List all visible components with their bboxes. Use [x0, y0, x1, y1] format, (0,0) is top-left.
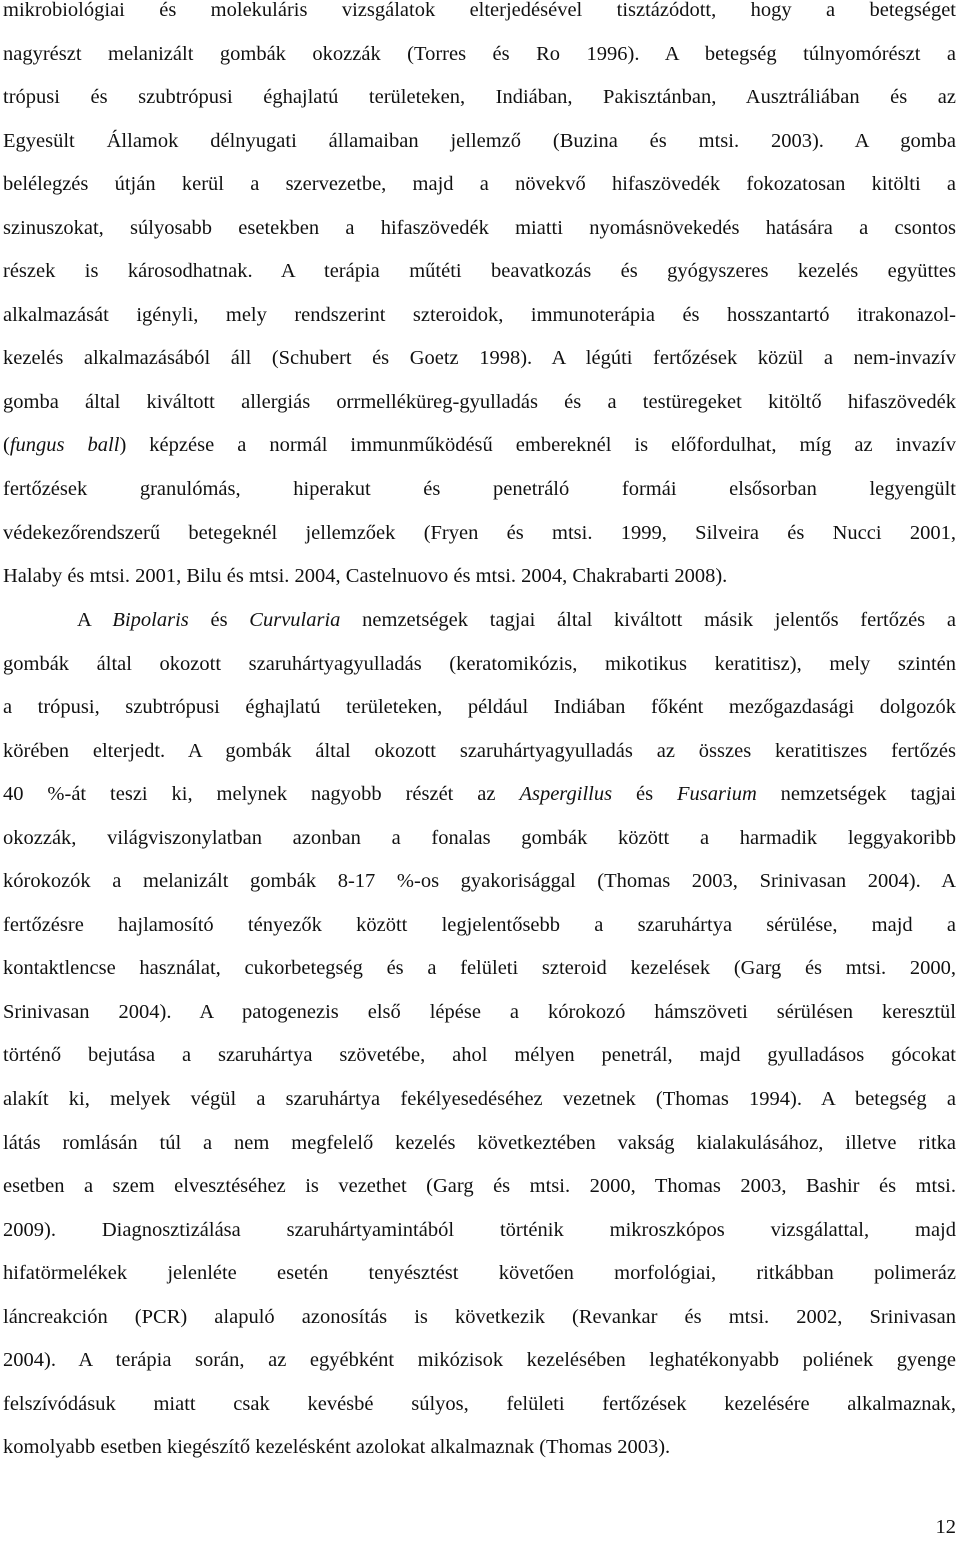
text-line: [3, 555, 956, 599]
text-segment: történő bejutása a szaruhártya szövetébe, ahol mélyen penetrál, majd gyulladásos gócokat: [3, 1044, 956, 1067]
text-line: [3, 163, 956, 207]
text-segment: kontaktlencse használat, cukorbetegség és a felületi szteroid kezelések (Garg és mtsi. 2000,: [3, 957, 956, 980]
italic-term: Curvularia: [249, 609, 341, 631]
text-segment: Egyesült Államok délnyugati államaiban jellemző (Buzina és mtsi. 2003). A gomba: [3, 129, 956, 152]
text-line: [3, 1339, 956, 1383]
text-segment: 40 %-át teszi ki, melynek nagyobb részét az: [3, 783, 520, 806]
text-segment: szinuszokat, súlyosabb esetekben a hifaszövedék miatti nyomásnövekedés hatására a csontos: [3, 216, 956, 239]
text-line: [3, 1165, 956, 1209]
text-line: [3, 817, 956, 861]
text-segment: 2004). A terápia során, az egyébként mikózisok kezelésében leghatékonyabb poliének gyenge: [3, 1349, 956, 1372]
text-line: [3, 207, 956, 251]
text-segment: nemzetségek tagjai által kiváltott másik jelentős fertőzés a: [340, 609, 956, 631]
text-line: [3, 33, 956, 77]
text-segment: körében elterjedt. A gombák által okozott szaruhártyagyulladás az összes keratitiszes fertőzés: [3, 739, 956, 762]
text-segment: fertőzésre hajlamosító tényezők között legjelentősebb a szaruhártya sérülése, majd a: [3, 913, 956, 936]
text-segment: Srinivasan 2004). A patogenezis első lépése a kórokozó hámszöveti sérülésen keresztül: [3, 1000, 956, 1023]
text-line: [3, 424, 956, 468]
text-segment: esetben a szem elvesztéséhez is vezethet (Garg és mtsi. 2000, Thomas 2003, Bashir és mtsi.: [3, 1175, 956, 1198]
text-line: [3, 0, 956, 33]
text-segment: belélegzés útján kerül a szervezetbe, majd a növekvő hifaszövedék fokozatosan kitölti a: [3, 173, 956, 196]
text-line: [3, 1122, 956, 1166]
italic-term: Fusarium: [677, 783, 757, 806]
text-segment: gombák által okozott szaruhártyagyulladás (keratomikózis, mikotikus keratitisz), mely szintén: [3, 652, 956, 675]
text-segment: és: [612, 783, 678, 806]
text-segment: nemzetségek tagjai: [756, 783, 956, 806]
text-segment: láncreakción (PCR) alapuló azonosítás is következik (Revankar és mtsi. 2002, Srinivasan: [3, 1305, 956, 1328]
paragraph-2: [3, 599, 956, 1470]
italic-term: Bipolaris: [112, 609, 189, 631]
text-segment: Halaby és mtsi. 2001, Bilu és mtsi. 2004, Castelnuovo és mtsi. 2004, Chakrabarti 2008).: [3, 565, 728, 588]
text-line: [3, 904, 956, 948]
text-line: [3, 643, 956, 687]
text-line: [3, 1252, 956, 1296]
text-line: [3, 468, 956, 512]
text-line: [3, 1296, 956, 1340]
text-segment: okozzák, világviszonylatban azonban a fonalas gombák között a harmadik leggyakoribb: [3, 826, 956, 849]
text-segment: ) képzése a normál immunműködésű embereknél is előfordulhat, míg az invazív: [119, 434, 956, 457]
text-line: [3, 599, 956, 643]
text-line: [3, 991, 956, 1035]
text-line: [3, 773, 956, 817]
text-line: [3, 730, 956, 774]
text-line: [3, 860, 956, 904]
text-segment: látás romlásán túl a nem megfelelő kezelés következtében vakság kialakulásához, illetve ritka: [3, 1131, 956, 1154]
italic-term: Aspergillus: [519, 783, 613, 806]
text-segment: komolyabb esetben kiegészítő kezelésként azolokat alkalmaznak (Thomas 2003).: [3, 1436, 671, 1459]
text-line: [3, 76, 956, 120]
text-segment: hifatörmelékek jelenléte esetén tenyésztést követően morfológiai, ritkábban polimeráz: [3, 1262, 956, 1285]
text-segment: védekezőrendszerű betegeknél jellemzőek (Fryen és mtsi. 1999, Silveira és Nucci 2001,: [3, 521, 956, 544]
text-line: [3, 1209, 956, 1253]
text-line: [3, 686, 956, 730]
text-segment: A: [77, 609, 113, 631]
text-line: [3, 947, 956, 991]
text-segment: a trópusi, szubtrópusi éghajlatú területeken, például Indiában főként mezőgazdasági dolgozók: [3, 696, 956, 719]
text-segment: részek is károsodhatnak. A terápia műtéti beavatkozás és gyógyszeres kezelés együttes: [3, 260, 956, 283]
text-segment: gomba által kiváltott allergiás orrmelléküreg-gyulladás és a testüregeket kitöltő hifaszövedék: [3, 390, 956, 413]
text-segment: 2009). Diagnosztizálása szaruhártyamintából történik mikroszkópos vizsgálattal, majd: [3, 1218, 956, 1241]
text-line: [3, 294, 956, 338]
text-segment: mikrobiológiai és molekuláris vizsgálatok elterjedésével tisztázódott, hogy a betegséget: [3, 0, 956, 21]
text-line: [3, 1034, 956, 1078]
text-line: [3, 337, 956, 381]
text-segment: alkalmazását igényli, mely rendszerint szteroidok, immunoterápia és hosszantartó itrakonazol-: [3, 303, 956, 326]
text-segment: nagyrészt melanizált gombák okozzák (Torres és Ro 1996). A betegség túlnyomórészt a: [3, 42, 956, 65]
text-line: [3, 381, 956, 425]
text-line: [3, 120, 956, 164]
text-segment: és: [188, 609, 250, 631]
text-line: [3, 1426, 956, 1470]
text-line: [3, 512, 956, 556]
text-line: [3, 250, 956, 294]
text-line: [3, 1078, 956, 1122]
text-segment: alakít ki, melyek végül a szaruhártya fekélyesedéséhez vezetnek (Thomas 1994). A betegség a: [3, 1088, 956, 1111]
text-segment: trópusi és szubtrópusi éghajlatú területeken, Indiában, Pakisztánban, Ausztráliában és az: [3, 86, 956, 109]
text-segment: fertőzések granulómás, hiperakut és penetráló formái elsősorban legyengült: [3, 478, 956, 501]
paragraph-1: [3, 0, 956, 599]
page-number: 12: [935, 1516, 956, 1538]
text-segment: kórokozók a melanizált gombák 8-17 %-os gyakorisággal (Thomas 2003, Srinivasan 2004). A: [3, 870, 956, 893]
italic-term: fungus ball: [9, 434, 120, 457]
text-segment: kezelés alkalmazásából áll (Schubert és Goetz 1998). A légúti fertőzések közül a nem-invazív: [3, 347, 956, 370]
text-segment: (: [3, 434, 10, 457]
text-segment: felszívódásuk miatt csak kevésbé súlyos, felületi fertőzések kezelésére alkalmaznak,: [3, 1392, 956, 1415]
text-line: [3, 1383, 956, 1427]
